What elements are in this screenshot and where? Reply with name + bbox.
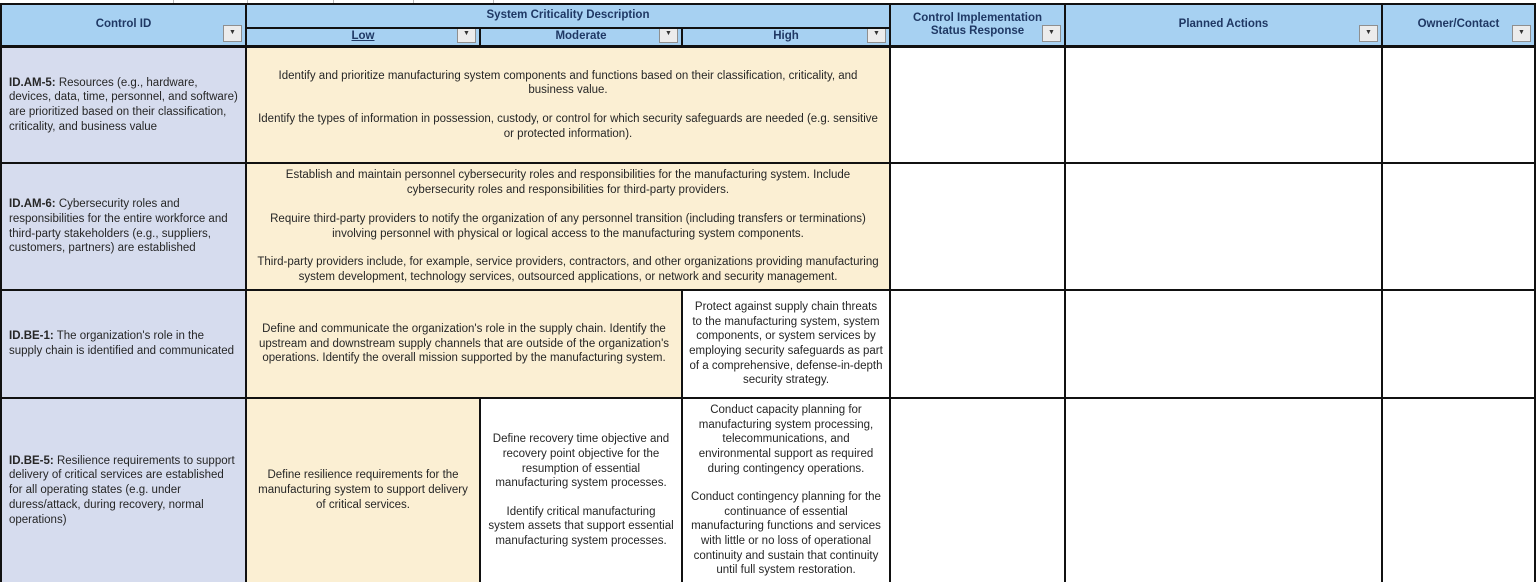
controls-table bbox=[0, 3, 1536, 582]
header-moderate-label: Moderate bbox=[555, 30, 607, 43]
cell-owner-be1[interactable] bbox=[1383, 291, 1536, 399]
cell-control-id-am6[interactable] bbox=[0, 164, 247, 291]
cell-criticality-high-be1[interactable] bbox=[683, 291, 891, 399]
gridline-tick bbox=[333, 0, 334, 3]
cell-control-id-be1[interactable] bbox=[0, 291, 247, 399]
gridline-tick bbox=[413, 0, 414, 3]
control-id-label: ID.AM-6: bbox=[9, 198, 56, 211]
header-criticality-group bbox=[247, 5, 891, 29]
cell-criticality-am5[interactable] bbox=[247, 48, 891, 164]
filter-dropdown-button[interactable] bbox=[867, 29, 886, 43]
header-implementation-status bbox=[891, 5, 1066, 48]
header-low-label: Low bbox=[351, 30, 375, 43]
filter-dropdown-button[interactable] bbox=[457, 29, 476, 43]
criticality-paragraph: Protect against supply chain threats to the manufacturing system, system components, or system services by employing security safeguards as part of a comprehensive, defense-in-depth security strategy. bbox=[689, 301, 883, 387]
filter-dropdown-button[interactable] bbox=[659, 29, 678, 43]
cell-criticality-low-moderate-be1[interactable] bbox=[247, 291, 683, 399]
cell-owner-am5[interactable] bbox=[1383, 48, 1536, 164]
control-description bbox=[9, 454, 238, 528]
filter-arrow-icon: ▼ bbox=[665, 30, 672, 38]
gridline-tick bbox=[493, 0, 494, 3]
control-id-label: ID.AM-5: bbox=[9, 76, 56, 89]
header-high-label: High bbox=[773, 30, 799, 43]
filter-dropdown-button[interactable] bbox=[1042, 25, 1061, 42]
cell-planned-actions-am5[interactable] bbox=[1066, 48, 1383, 164]
control-text: Resources (e.g., hardware, devices, data, time, personnel, and software) are prioritized based on their classification, criticality, and business value bbox=[9, 76, 238, 133]
control-id-label: ID.BE-1: bbox=[9, 330, 54, 343]
criticality-paragraph: Require third-party providers to notify the organization of any personnel transition (including transfers or terminations) involving personnel with physical or logical access to the manufacturing system components. bbox=[270, 212, 866, 240]
criticality-paragraph: Identify and prioritize manufacturing system components and functions based on their classification, criticality, and business value. bbox=[278, 69, 858, 97]
worksheet-edge-strip bbox=[0, 0, 1536, 3]
criticality-paragraph: Conduct contingency planning for the continuance of essential manufacturing functions and services with little or no loss of operational continuity and sustain that continuity until full system restoration. bbox=[691, 491, 881, 577]
cell-status-be5[interactable] bbox=[891, 399, 1066, 582]
cell-planned-actions-am6[interactable] bbox=[1066, 164, 1383, 291]
criticality-paragraph: Define recovery time objective and recovery point objective for the resumption of essential manufacturing system processes. bbox=[492, 433, 670, 490]
criticality-paragraph: Establish and maintain personnel cybersecurity roles and responsibilities for the manufacturing system. Include cybersecurity roles and responsibilities for third-party providers. bbox=[285, 169, 851, 197]
criticality-paragraph: Identify critical manufacturing system assets that support essential manufacturing system processes. bbox=[488, 505, 674, 547]
header-planned-actions-label: Planned Actions bbox=[1178, 18, 1269, 31]
cell-owner-be5[interactable] bbox=[1383, 399, 1536, 582]
cell-planned-actions-be1[interactable] bbox=[1066, 291, 1383, 399]
cell-criticality-low-be5[interactable] bbox=[247, 399, 481, 582]
cell-planned-actions-be5[interactable] bbox=[1066, 399, 1383, 582]
header-high bbox=[683, 29, 891, 48]
cell-control-id-be5[interactable] bbox=[0, 399, 247, 582]
filter-arrow-icon: ▼ bbox=[1518, 29, 1525, 37]
filter-arrow-icon: ▼ bbox=[463, 30, 470, 38]
gridline-tick bbox=[173, 0, 174, 3]
criticality-paragraph: Conduct capacity planning for manufacturing system processing, telecommunications, and environmental support as required during contingency operations. bbox=[698, 404, 874, 475]
cell-criticality-high-be5[interactable] bbox=[683, 399, 891, 582]
control-id-label: ID.BE-5: bbox=[9, 454, 54, 467]
filter-arrow-icon: ▼ bbox=[229, 29, 236, 37]
criticality-paragraph: Third-party providers include, for example, service providers, contractors, and other organizations providing manufacturing system development, technology services, outsourced applications, or network and security management. bbox=[257, 256, 879, 283]
criticality-paragraph: Define and communicate the organization's role in the supply chain. Identify the upstream and downstream supply channels that are outside of the organization's operations. Identify the overall mission supported by the manufacturing system. bbox=[258, 322, 670, 365]
filter-arrow-icon: ▼ bbox=[873, 30, 880, 38]
cell-status-am6[interactable] bbox=[891, 164, 1066, 291]
control-text: The organization's role in the supply chain is identified and communicated bbox=[9, 330, 235, 357]
header-implementation-status-label: Control Implementation Status Response bbox=[912, 11, 1043, 37]
cell-criticality-moderate-be5[interactable] bbox=[481, 399, 683, 582]
filter-arrow-icon: ▼ bbox=[1048, 29, 1055, 37]
cell-owner-am6[interactable] bbox=[1383, 164, 1536, 291]
filter-dropdown-button[interactable] bbox=[1512, 25, 1531, 42]
header-owner-contact-label: Owner/Contact bbox=[1417, 18, 1500, 31]
cell-criticality-am6[interactable] bbox=[247, 164, 891, 291]
cell-status-be1[interactable] bbox=[891, 291, 1066, 399]
header-low bbox=[247, 29, 481, 48]
control-text: Resilience requirements to support delivery of critical services are established for all operating states (e.g. under duress/attack, during recovery, normal operations) bbox=[9, 454, 235, 526]
control-description bbox=[9, 329, 238, 358]
header-control-id-label: Control ID bbox=[95, 18, 152, 31]
criticality-paragraph: Define resilience requirements for the manufacturing system to support delivery of critical services. bbox=[258, 469, 468, 511]
header-criticality-group-label: System Criticality Description bbox=[486, 9, 650, 22]
filter-dropdown-button[interactable] bbox=[223, 25, 242, 42]
control-text: Cybersecurity roles and responsibilities for the entire workforce and third-party stakeholders (e.g., suppliers, customers, partners) are established bbox=[9, 198, 228, 255]
cell-control-id-am5[interactable] bbox=[0, 48, 247, 164]
header-planned-actions bbox=[1066, 5, 1383, 48]
header-control-id bbox=[0, 5, 247, 48]
filter-arrow-icon: ▼ bbox=[1365, 29, 1372, 37]
control-description bbox=[9, 76, 238, 135]
gridline-tick bbox=[247, 0, 248, 3]
filter-dropdown-button[interactable] bbox=[1359, 25, 1378, 42]
control-description bbox=[9, 197, 238, 256]
criticality-paragraph: Identify the types of information in possession, custody, or control for which security safeguards are needed (e.g. sensitive or protected information). bbox=[258, 113, 878, 140]
header-moderate bbox=[481, 29, 683, 48]
cell-status-am5[interactable] bbox=[891, 48, 1066, 164]
header-owner-contact bbox=[1383, 5, 1536, 48]
